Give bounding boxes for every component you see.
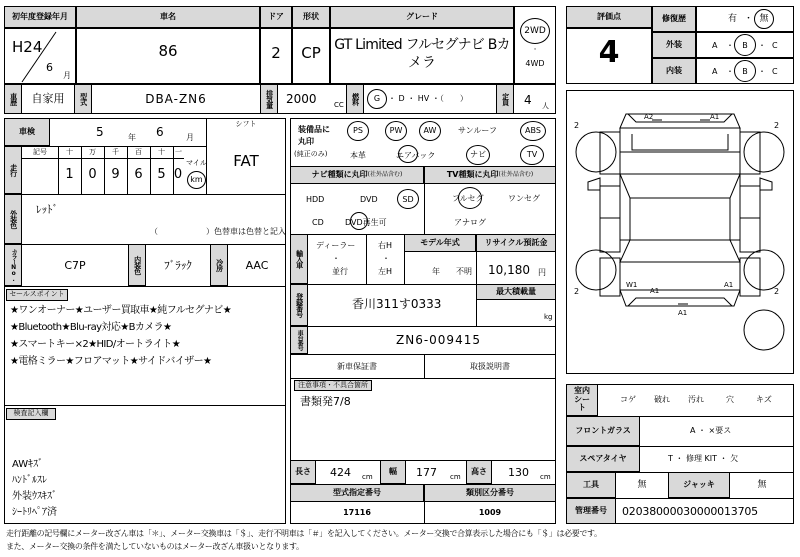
navi-title-small: (社外品含む): [367, 170, 403, 178]
inspection-year: 5: [96, 125, 104, 139]
navi-title-cell: [290, 166, 424, 184]
model-year-label: モデル年式: [404, 234, 476, 252]
grade-line1: GT Limited フルセグナビ Bカ: [334, 37, 510, 53]
equipment-label-c: (純正のみ): [294, 150, 328, 158]
drive-4wd: 4WD: [525, 59, 545, 68]
import-dealer: ディーラー: [316, 241, 356, 250]
model-year-unknown: 不明: [456, 267, 472, 276]
note-1: ﾊﾝﾄﾞﾙｽﾚ: [12, 475, 47, 486]
registration-value: 香川311す0333: [352, 297, 442, 311]
color-value: ﾚｯﾄﾞ: [36, 203, 58, 216]
usage-label: 車歴: [4, 84, 22, 114]
model-year-unit: 年: [432, 267, 440, 276]
equip-aw: AW: [423, 126, 437, 135]
mileage-digit-2: 9: [111, 167, 120, 182]
inspection-month: 6: [156, 125, 164, 139]
first-reg-month-unit: 月: [63, 71, 71, 80]
first-reg-label: 初年度登録年月: [4, 6, 76, 28]
color-label: 外装色: [4, 194, 22, 244]
first-reg-month: 6: [46, 61, 53, 74]
grade-line2: メラ: [408, 55, 436, 71]
sales-point-3: ★電格ミラー★フロアマット★サイドバイザー★: [10, 356, 212, 367]
width-label: 幅: [380, 460, 406, 484]
displacement-label: 排気量: [260, 84, 278, 114]
height-value: 130: [508, 466, 529, 479]
repair-yes: 有: [728, 14, 738, 24]
doc-warranty: 新車保証書: [337, 362, 377, 371]
repair-label: 修復歴: [652, 6, 696, 32]
chassis-label: 車台番号: [290, 326, 308, 354]
equip-airbag: エアバック: [396, 151, 436, 160]
max-load-unit: kg: [544, 313, 553, 321]
tools-label: 工具: [566, 472, 616, 498]
int-c: C: [772, 67, 778, 76]
type-designation-label: 型式指定番号: [290, 484, 424, 502]
km-unit: km: [190, 175, 203, 184]
navi-hdd: HDD: [306, 195, 325, 204]
note-3: ｼｰﾄﾘﾍﾟｱ済: [12, 507, 57, 518]
first-reg-era: H24: [12, 38, 43, 56]
cc-unit: CC: [334, 101, 344, 109]
diagram-w1: W1: [626, 281, 638, 289]
ext-a: A: [712, 41, 718, 50]
footer-line1: 走行距離の記号欄にメーター改ざん車は「＊」、メーター交換車は「＄」、走行不明車は「＃」を記入してください。メーター交換で合算表示した場合にも「＄」は必要です。: [6, 529, 602, 538]
equip-pw: PW: [389, 126, 403, 135]
first-reg-slash: [4, 28, 76, 84]
jack-value: 無: [757, 480, 767, 490]
recycle-value: 10,180: [488, 263, 530, 277]
score-label: 評価点: [566, 6, 652, 28]
navi-dvd: DVD: [360, 195, 378, 204]
note-2: 外装ｳｽｷｽﾞ: [12, 491, 57, 502]
int-a: A: [712, 67, 718, 76]
equip-tv: TV: [526, 150, 538, 159]
sales-point-2: ★スマートキー×2★HID/オートライト★: [10, 339, 181, 350]
mileage-head-0: 十: [66, 148, 73, 156]
seat-hole: 穴: [726, 395, 734, 404]
tv-oneseg: ワンセグ: [508, 194, 540, 203]
sales-points-title: セールスポイント: [6, 289, 68, 301]
diagram-a1-rear-right: A1: [724, 281, 734, 289]
grade-label: グレード: [330, 6, 514, 28]
interior-color-label: 内装色: [128, 244, 146, 286]
mileage-digit-0: 1: [65, 167, 74, 182]
int-b: B: [742, 67, 748, 76]
interior-color-value: ﾌﾞﾗｯｸ: [164, 259, 192, 272]
seat-scratch: キズ: [756, 395, 772, 404]
spare-tire-label: スペアタイヤ: [566, 446, 640, 472]
seat-tear: 破れ: [654, 395, 670, 404]
equip-ps: PS: [353, 126, 363, 135]
doc-manual: 取扱説明書: [470, 362, 510, 371]
seat-burn: コゲ: [620, 395, 636, 404]
capacity-label: 定員: [496, 84, 514, 114]
fuel-options: ・ D ・ HV ・（ ）: [388, 94, 468, 103]
model-value: DBA-ZN6: [145, 92, 207, 106]
jack-label: ジャッキ: [668, 472, 730, 498]
tv-analog: アナログ: [454, 218, 486, 227]
inspection-label: 車検: [4, 118, 50, 146]
equip-navi: ナビ: [470, 150, 486, 159]
navi-cd: CD: [312, 218, 324, 227]
mileage-head-2: 千: [112, 148, 119, 156]
drive-dot: ·: [533, 45, 537, 55]
interior-seat-label-text: 室内シート: [574, 386, 590, 413]
car-name-value: 86: [158, 42, 178, 60]
ext-b: B: [742, 41, 748, 50]
interior-label: 内装: [652, 58, 696, 84]
equipment-label-b: 丸印: [298, 137, 314, 146]
car-diagram: [566, 90, 794, 374]
height-label: 高さ: [466, 460, 492, 484]
width-value: 177: [416, 466, 437, 479]
inspection-year-unit: 年: [128, 133, 136, 142]
ext-c: C: [772, 41, 778, 50]
diagram-tread-fr: 2: [774, 121, 780, 130]
diagram-tread-rl: 2: [574, 287, 580, 296]
interior-seat-label: [566, 384, 598, 416]
import-label: 輸入車: [290, 234, 308, 284]
import-lh: 左H: [378, 267, 393, 276]
drive-2wd: 2WD: [524, 26, 546, 36]
tools-value: 無: [637, 480, 647, 490]
auction-sheet: 初年度登録年月 車名 ドア 形状 グレード H24 6 月 86 2 CP GT Limited フルセグナビ Bカ メラ 2WD · 4WD 車歴 自家用 型式 DBA-ZN6 排気量 2000 CC 燃料 G ・ D ・ HV ・（ ） 定員 4 人 評価点 4 修復歴 外装 内装 有 ・ 無 A ・ B ・ C A ・ B ・ C 車検 5 年 6 月 シフト FAT 走行 記号 十 万 千 百 十 一 1 0 9 6 5 0 マイル km 外装色 ﾚｯﾄﾞ （ ）色替車は色替と記入 カラーNo. C7P 内装色 ﾌﾞﾗｯｸ 冷房 AAC セールスポイント ★ワンオーナー★ユーザー買取車★純フルセグナビ★ ★Bluetooth★Blu-ray対応★Bカメラ★ ★スマートキー×2★HID/オートライト★ ★電格ミラー★フロアマット★サイドバイザー★ 検査記入欄 AWｷｽﾞ ﾊﾝﾄﾞﾙｽﾚ 外装ｳｽｷｽﾞ ｼｰﾄﾘﾍﾟｱ済 装備品に 丸印 (純正のみ) PS PW AW サンルーフ ABS 本革 エアバック ナビ TV ナビ種類に丸印 (社外品含む) TV種類に丸印 (社外品含む) HDD DVD SD CD DVD再生可 フルセグ ワンセグ アナログ 輸入車 ディーラー ・ 並行 右H ・ 左H モデル年式 年 不明 リサイクル預託金 10,180 円 登録番号 香川311す0333 最大積載量 kg 車台番号 ZN6-009415 新車保証書 取扱説明書 注意事項・不具合箇所 書類発7/8 長さ 424 cm 幅 177 cm 高さ 130 cm 型式指定番号 類別区分番号 17116 1009 2 2 2 2 A2 A1 W1 A1 A1 A1 室内シート コゲ 破れ 汚れ 穴 キズ フロントガラス A ・ ×要ス スペアタイヤ T ・ 修理 KIT ・ 欠 工具 無 ジャッキ 無 管理番号 02038000030000013705 走行距離の記号欄にメーター改ざん車は「＊」、メーター交換車は「＄」、走行不明車は「＃」を記入してください。メーター交換で合算表示した場合にも「＄」は必要です。 また、メーター交換の条件を満たしていないものはメーター改ざん車扱いとなります。: [0, 0, 800, 557]
mileage-digit-5: 0: [173, 167, 183, 182]
exterior-label: 外装: [652, 32, 696, 58]
color-no-label: カラーNo.: [4, 244, 22, 286]
tv-fullseg: フルセグ: [452, 194, 484, 203]
width-unit: cm: [450, 473, 461, 481]
height-unit: cm: [540, 473, 551, 481]
shape-label: 形状: [292, 6, 330, 28]
registration-label: 登録番号: [290, 284, 308, 326]
mileage-kigou: 記号: [33, 148, 47, 156]
equipment-label-a: 装備品に: [298, 125, 330, 134]
caution-text: 書類発7/8: [300, 395, 351, 408]
diagram-tread-rr: 2: [774, 287, 780, 296]
windshield-value: A ・ ×要ス: [690, 426, 732, 435]
sales-point-1: ★Bluetooth★Blu-ray対応★Bカメラ★: [10, 322, 172, 333]
import-dot: ・: [332, 254, 340, 263]
shift-value: FAT: [233, 152, 259, 170]
inspection-month-unit: 月: [186, 133, 194, 142]
score-value: 4: [598, 35, 620, 70]
model-label: 型式: [74, 84, 92, 114]
equip-sunroof: サンルーフ: [458, 126, 497, 135]
chassis-value: ZN6-009415: [396, 333, 481, 347]
class-number-label: 類別区分番号: [424, 484, 556, 502]
type-designation-value: 17116: [343, 508, 371, 517]
tv-title-small: (社外品含む): [498, 170, 534, 178]
mileage-head-1: 万: [89, 148, 96, 156]
class-number-value: 1009: [478, 508, 502, 517]
mileage-digit-3: 6: [134, 167, 143, 182]
ac-label: 冷房: [210, 244, 228, 286]
caution-title: 注意事項・不具合箇所: [294, 380, 372, 391]
inspector-notes-title: 検査記入欄: [6, 408, 56, 420]
management-label: 管理番号: [566, 498, 616, 524]
mileage-head-3: 百: [135, 148, 142, 156]
mile-unit: マイル: [186, 159, 207, 167]
mileage-head-5: 一: [175, 148, 182, 156]
mileage-label: 走行: [4, 146, 22, 194]
tv-title: TV種類に丸印: [446, 169, 499, 179]
navi-sd: SD: [402, 195, 414, 204]
fuel-label: 燃料: [346, 84, 364, 114]
equip-leather: 本革: [350, 151, 366, 160]
import-parallel: 並行: [332, 267, 348, 276]
diagram-a1-front: A1: [710, 113, 720, 121]
ac-value: AAC: [245, 259, 269, 272]
mileage-head-4: 十: [158, 148, 165, 156]
windshield-label: フロントガラス: [566, 416, 640, 446]
diagram-tread-fl: 2: [574, 121, 580, 130]
navi-title: ナビ種類に丸印: [311, 169, 368, 179]
seat-dirt: 汚れ: [688, 395, 704, 404]
sales-point-0: ★ワンオーナー★ユーザー買取車★純フルセグナビ★: [10, 305, 232, 316]
diagram-a1-rear-left: A1: [650, 287, 660, 295]
length-value: 424: [330, 466, 351, 479]
recycle-unit: 円: [538, 268, 546, 277]
tv-title-cell: [424, 166, 556, 184]
recycle-label: リサイクル預託金: [476, 234, 556, 252]
repair-no: 無: [759, 14, 769, 24]
color-note: （ ）色替車は色替と記入: [150, 227, 286, 236]
doors-value: 2: [271, 44, 281, 62]
navi-dvd-play: DVD再生可: [345, 218, 387, 227]
shape-value: CP: [301, 44, 321, 62]
usage-value: 自家用: [31, 92, 65, 105]
import-rh: 右H: [378, 241, 393, 250]
mileage-digit-1: 0: [88, 167, 97, 182]
equip-abs: ABS: [525, 126, 541, 135]
color-no-value: C7P: [64, 259, 86, 272]
shift-label: シフト: [235, 120, 257, 128]
car-name-label: 車名: [76, 6, 260, 28]
diagram-a2-front: A2: [644, 113, 654, 121]
mileage-digit-4: 5: [157, 167, 166, 182]
capacity-unit: 人: [542, 102, 549, 110]
doors-label: ドア: [260, 6, 292, 28]
displacement-value: 2000: [286, 92, 317, 106]
length-label: 長さ: [290, 460, 316, 484]
management-value: 02038000030000013705: [622, 505, 758, 518]
length-unit: cm: [362, 473, 373, 481]
diagram-a1-bottom: A1: [678, 309, 688, 317]
note-0: AWｷｽﾞ: [12, 459, 44, 470]
spare-tire-value: T ・ 修理 KIT ・ 欠: [668, 454, 739, 463]
max-load-label: 最大積載量: [476, 284, 556, 300]
capacity-value: 4: [524, 93, 532, 107]
fuel-g: G: [373, 94, 381, 103]
footer-line2: また、メーター交換の条件を満たしていないものはメーター改ざん車扱いとなります。: [6, 542, 304, 551]
